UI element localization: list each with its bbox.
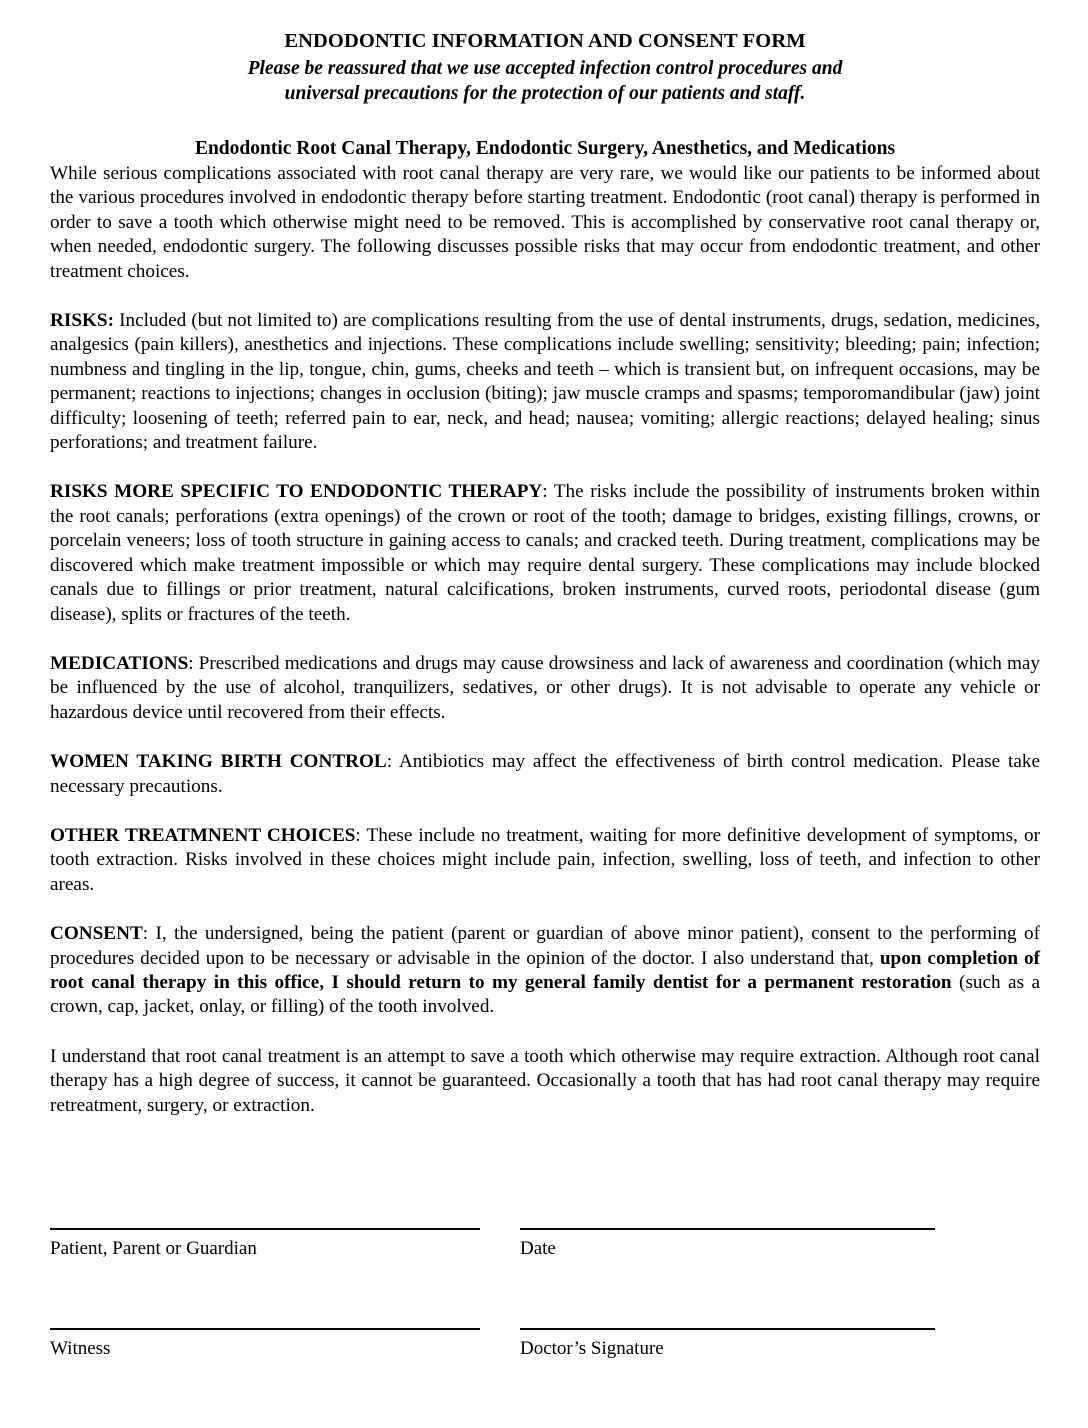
document-subtitle	[50, 56, 1040, 106]
other-choices-paragraph	[50, 824, 1040, 897]
risks-specific-paragraph	[50, 480, 1040, 626]
risks-separator: :	[107, 310, 120, 332]
intro-text: While serious complications associated with root canal therapy are very rare, we would like our patients to be informed about the various procedures involved in endodontic therapy before starting treatment. Endodontic (root canal) therapy is performed in order to save a tooth which otherwise might need to be removed. This is accomplished by conservative root canal therapy or, when needed, endodontic surgery. The following discusses possible risks that may occur from endodontic treatment, and other treatment choices.	[50, 163, 1040, 282]
medications-separator: :	[188, 652, 199, 674]
medications-text: Prescribed medications and drugs may cause drowsiness and lack of awareness and coordination (which may be influenced by the use of alcohol, tranquilizers, sedatives, or other drugs). It is not advisable to operate any vehicle or hazardous device until recovered from their effects.	[50, 652, 1040, 723]
witness-label: Witness	[50, 1338, 111, 1359]
patient-signature-field[interactable]	[50, 1228, 480, 1261]
witness-signature-field[interactable]	[50, 1328, 480, 1361]
risks-specific-text: The risks include the possibility of instruments broken within the root canals; perforations (extra openings) of the crown or root of the tooth; damage to bridges, existing fillings, crowns, or porcelain veneers; loss of tooth structure in gaining access to canals; and cracked teeth. During treatment, complications may be discovered which make treatment impossible or which may require dental surgery. These complications may include blocked canals due to fillings or prior treatment, natural calcifications, broken instruments, curved roots, periodontal disease (gum disease), splits or fractures of the teeth.	[50, 481, 1040, 625]
consent-text-before: I, the undersigned, being the patient (parent or guardian of above minor patient), consent to the performing of procedures decided upon to be necessary or advisable in the opinion of the doctor. I also understand that,	[50, 923, 1040, 969]
birth-control-text: Antibiotics may affect the effectiveness of birth control medication. Please take necessary precautions.	[50, 751, 1040, 797]
risks-specific-separator: :	[542, 481, 554, 503]
other-choices-separator: :	[355, 824, 367, 846]
closing-text: I understand that root canal treatment is an attempt to save a tooth which otherwise may require extraction. Although root canal therapy has a high degree of success, it cannot be guaranteed. Occasionally a tooth that has had root canal therapy may require retreatment, surgery, or extraction.	[50, 1045, 1040, 1116]
birth-control-separator: :	[386, 751, 399, 773]
consent-text-after: (such as a crown, cap, jacket, onlay, or filling) of the tooth involved.	[50, 971, 1040, 1018]
consent-separator: :	[142, 923, 156, 945]
risks-specific-heading: RISKS MORE SPECIFIC TO ENDODONTIC THERAPY	[50, 481, 543, 503]
birth-control-heading: WOMEN TAKING BIRTH CONTROL	[50, 751, 387, 773]
section-heading: Endodontic Root Canal Therapy, Endodontic Surgery, Anesthetics, and Medications	[194, 138, 896, 159]
intro-paragraph	[50, 162, 1040, 284]
medications-heading: MEDICATIONS	[50, 652, 189, 674]
doctor-signature-label: Doctor’s Signature	[520, 1338, 664, 1359]
document-body	[50, 28, 1040, 1118]
patient-signature-label: Patient, Parent or Guardian	[50, 1238, 257, 1259]
page-title: ENDODONTIC INFORMATION AND CONSENT FORM	[284, 30, 806, 52]
consent-heading: CONSENT	[50, 923, 143, 945]
closing-paragraph	[50, 1045, 1040, 1118]
consent-paragraph	[50, 922, 1040, 1020]
consent-emphasis: upon completion of root canal therapy in this office, I should return to my general family dentist for a permanent restoration	[50, 947, 1040, 993]
medications-paragraph	[50, 652, 1040, 725]
risks-text: Included (but not limited to) are complications resulting from the use of dental instruments, drugs, sedation, medicines, analgesics (pain killers), anesthetics and injections. These complications include swelling; sensitivity; bleeding; pain; infection; numbness and tingling in the lip, tongue, chin, gums, cheeks and teeth – which is transient but, on infrequent occasions, may be permanent; reactions to injections; changes in occlusion (biting); jaw muscle cramps and spasms; temporomandibular (jaw) joint difficulty; loosening of teeth; referred pain to ear, neck, and head; nausea; vomiting; allergic reactions; delayed healing; sinus perforations; and treatment failure.	[50, 310, 1040, 454]
signature-row-2	[50, 1328, 1040, 1428]
doctor-signature-field[interactable]	[520, 1328, 935, 1361]
birth-control-paragraph	[50, 750, 1040, 799]
subtitle-line-1: Please be reassured that we use accepted infection control procedures and	[247, 58, 843, 79]
other-choices-heading: OTHER TREATMNENT CHOICES	[50, 824, 356, 846]
date-label: Date	[520, 1238, 556, 1259]
date-field[interactable]	[520, 1228, 935, 1261]
subtitle-line-2: universal precautions for the protection of our patients and staff.	[284, 83, 806, 104]
risks-heading: RISKS	[50, 310, 108, 332]
risks-paragraph	[50, 309, 1040, 455]
other-choices-text: These include no treatment, waiting for more definitive development of symptoms, or tooth extraction. Risks involved in these choices might include pain, infection, swelling, loss of teeth, and infection to other areas.	[50, 824, 1040, 895]
signature-block	[50, 1228, 1040, 1428]
signature-row-1	[50, 1228, 1040, 1328]
